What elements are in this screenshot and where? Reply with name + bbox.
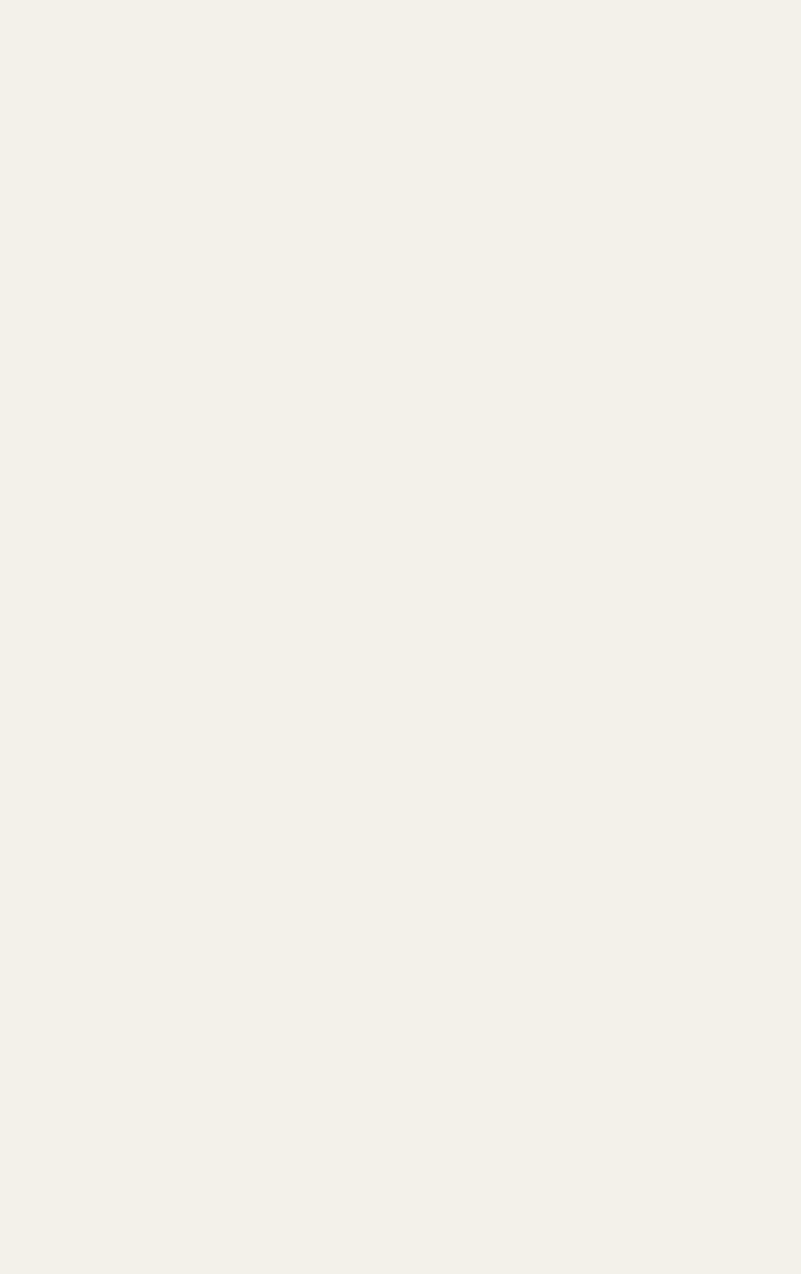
toc-entry xyxy=(98,1199,738,1229)
toc-entry xyxy=(66,529,738,559)
toc-entry xyxy=(66,1169,738,1199)
section-heading xyxy=(0,480,801,510)
toc-entry xyxy=(66,589,738,619)
toc-entry xyxy=(66,649,738,679)
toc-entry xyxy=(66,1109,738,1139)
toc-entry xyxy=(66,119,738,149)
toc-entry xyxy=(66,279,738,309)
toc-entry xyxy=(66,619,738,649)
toc-entry xyxy=(66,429,738,459)
toc-entry xyxy=(66,799,738,829)
toc-entry xyxy=(66,399,738,429)
toc-entry xyxy=(66,369,738,399)
toc-entry xyxy=(66,829,738,859)
toc-entry xyxy=(66,709,738,739)
toc-entry xyxy=(66,859,738,889)
toc-entry xyxy=(66,559,738,589)
toc-entry xyxy=(98,1079,738,1109)
section-heading xyxy=(0,230,801,260)
section-heading xyxy=(0,1000,801,1030)
toc-entry xyxy=(98,309,738,339)
toc-entry xyxy=(98,1139,738,1169)
running-header xyxy=(0,60,801,100)
toc-entry xyxy=(98,179,738,209)
toc-entry xyxy=(66,949,738,979)
toc-entry xyxy=(66,739,738,769)
toc-entry xyxy=(66,339,738,369)
toc-entry xyxy=(98,769,738,799)
toc-entry xyxy=(66,1049,738,1079)
toc-entry xyxy=(66,149,738,179)
toc-entry xyxy=(66,679,738,709)
toc-entry xyxy=(66,1229,738,1259)
toc-entry xyxy=(98,919,738,949)
toc-entry xyxy=(66,889,738,919)
